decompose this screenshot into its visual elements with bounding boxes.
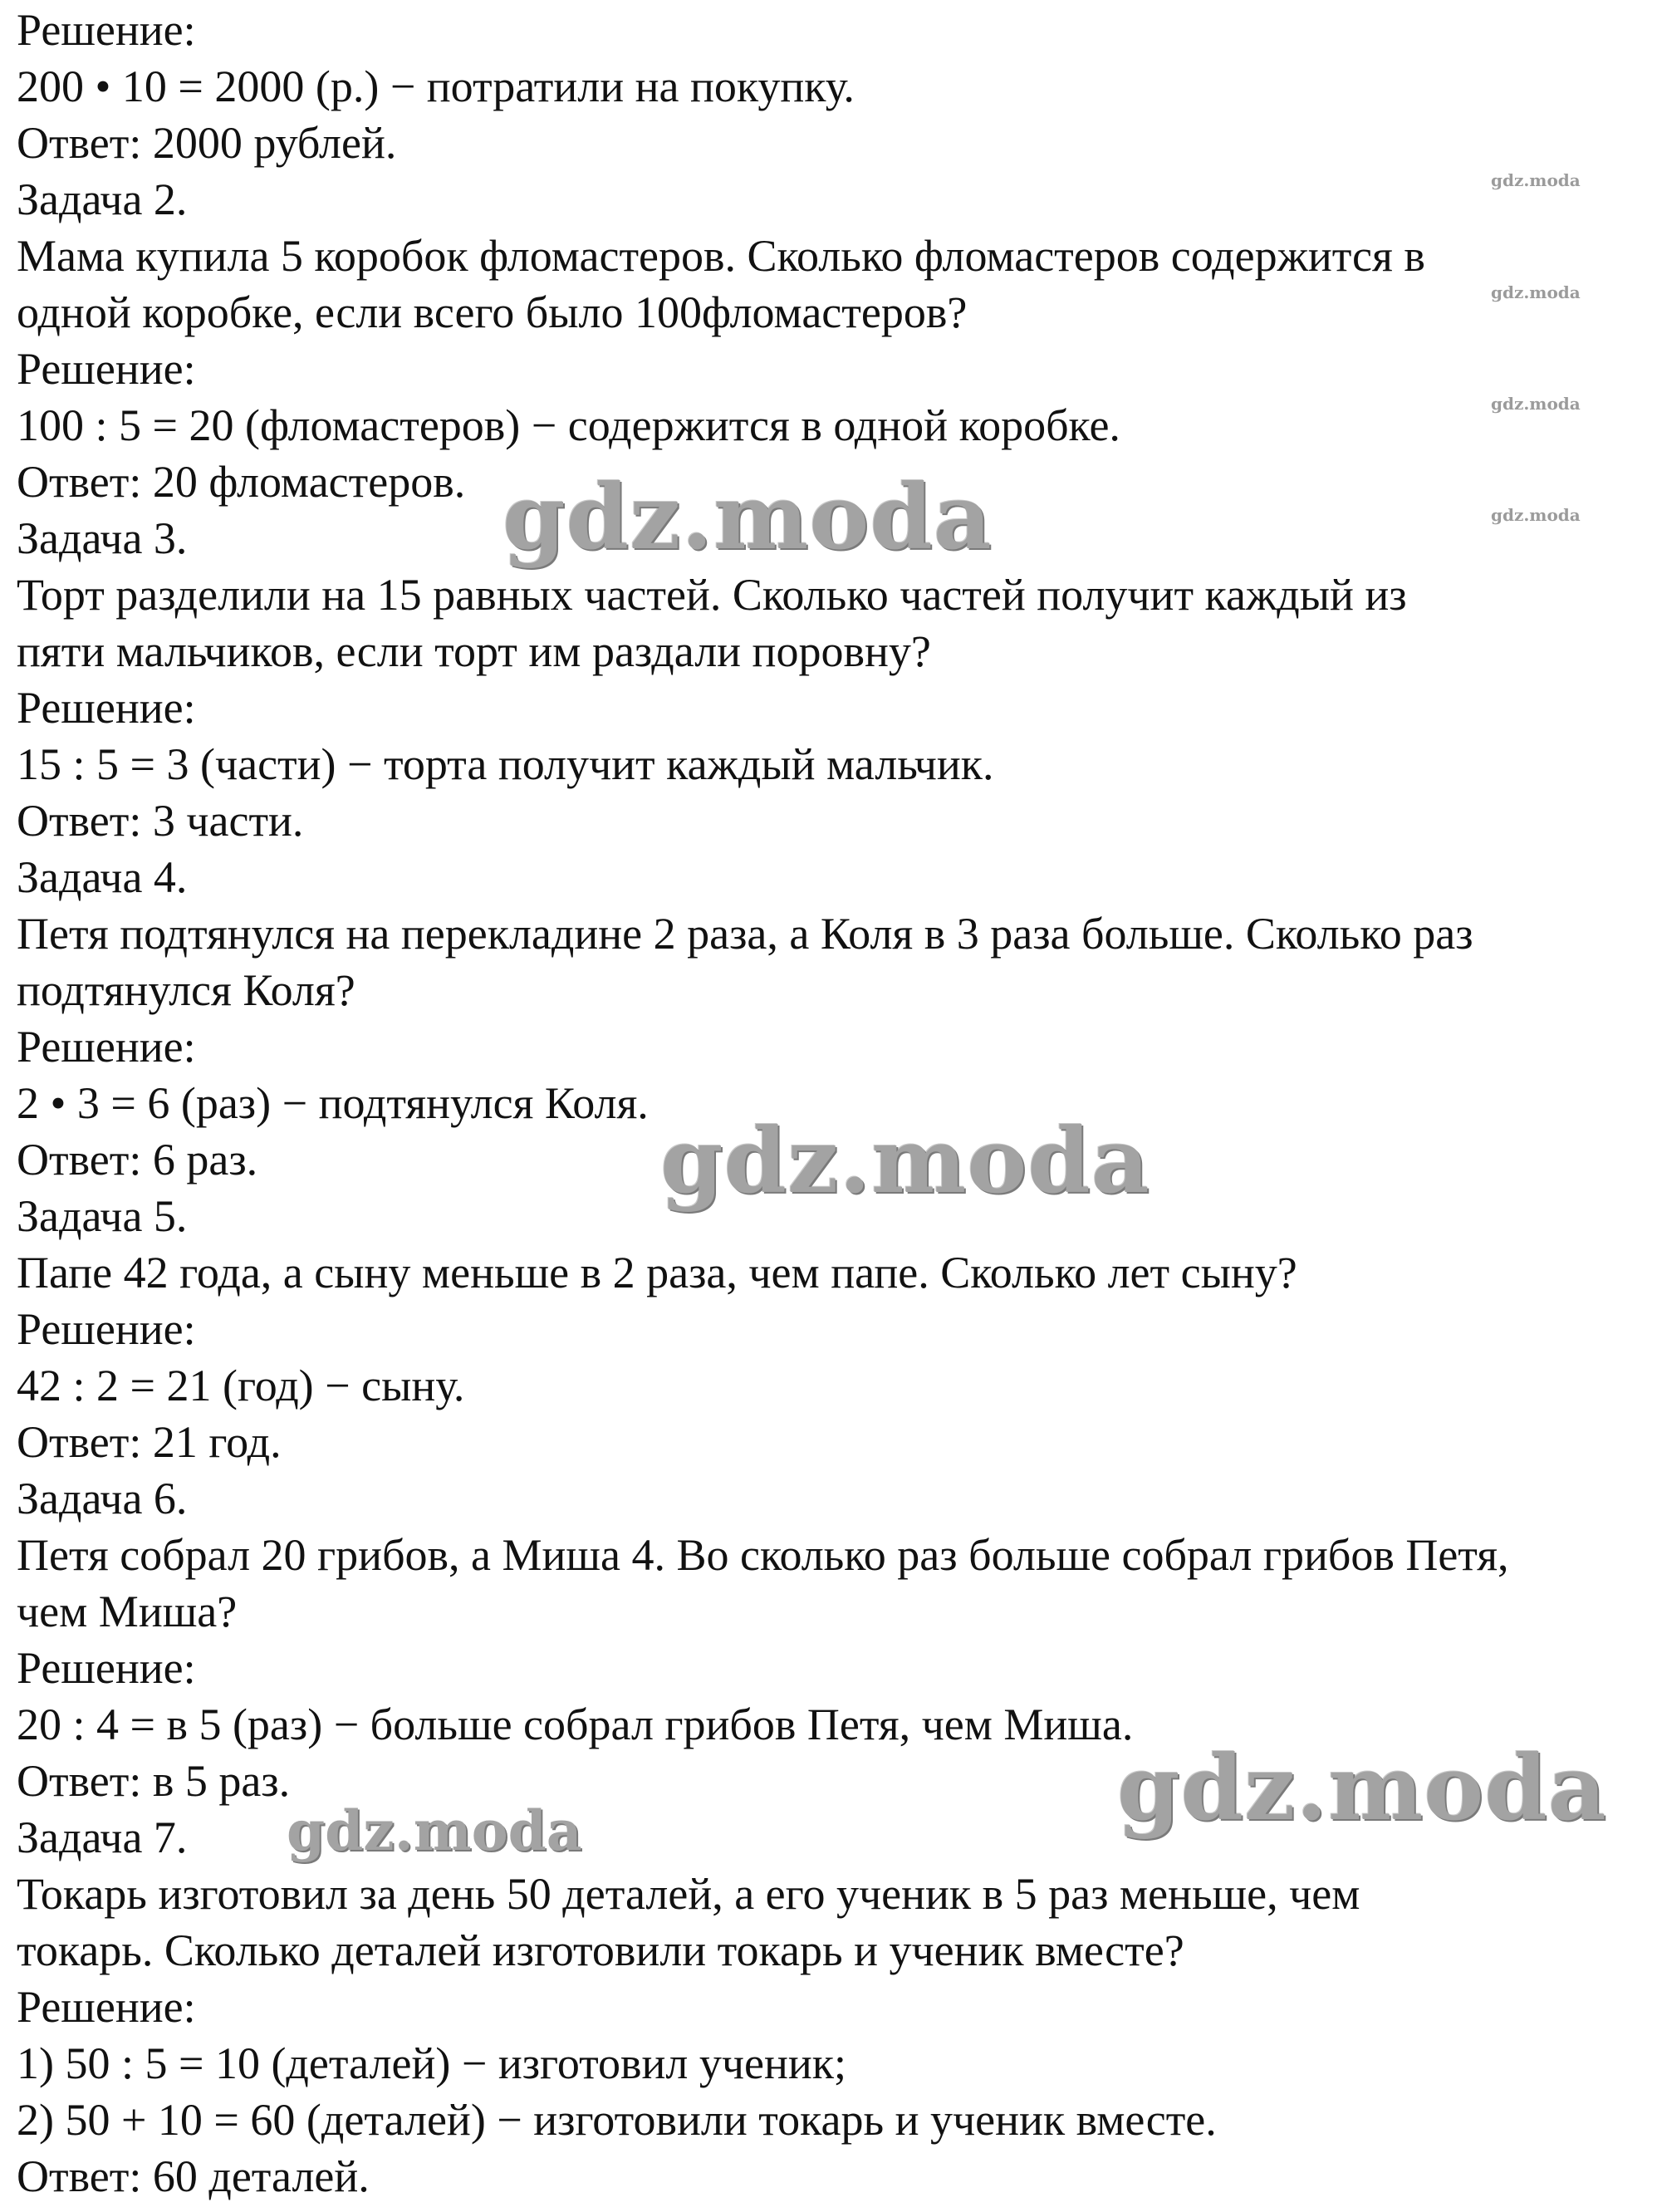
text-line: Папе 42 года, а сыну меньше в 2 раза, чем папе. Сколько лет сыну?: [17, 1248, 1297, 1297]
text-line: Решение:: [17, 1022, 196, 1072]
text-line: Ответ: 21 год.: [17, 1417, 282, 1467]
text-line: Петя собрал 20 грибов, а Миша 4. Во сколько раз больше собрал грибов Петя,: [17, 1530, 1509, 1580]
task-heading: Задача 6.: [17, 1474, 188, 1523]
text-line: токарь. Сколько деталей изготовили токарь и ученик вместе?: [17, 1925, 1184, 1975]
text-line: 100 : 5 = 20 (фломастеров) − содержится в одной коробке.: [17, 400, 1120, 450]
document-body: [17, 2, 1645, 2205]
watermark-small: gdz.moda: [1491, 394, 1581, 414]
text-line: Решение:: [17, 5, 196, 55]
text-line: Ответ: 60 деталей.: [17, 2151, 370, 2201]
text-line: Ответ: 6 раз.: [17, 1135, 258, 1184]
text-line: 200 • 10 = 2000 (р.) − потратили на покупку.: [17, 61, 855, 111]
text-line: Мама купила 5 коробок фломастеров. Сколько фломастеров содержится в: [17, 231, 1425, 281]
text-line: Ответ: 2000 рублей.: [17, 118, 397, 168]
task-heading: Задача 5.: [17, 1191, 188, 1241]
text-line: 2 • 3 = 6 (раз) − подтянулся Коля.: [17, 1078, 649, 1128]
text-line: Решение:: [17, 1643, 196, 1693]
watermark-large: gdz.moda: [1117, 1736, 1607, 1841]
text-line: Токарь изготовил за день 50 деталей, а его ученик в 5 раз меньше, чем: [17, 1869, 1360, 1919]
text-line: Ответ: 20 фломастеров.: [17, 457, 466, 507]
text-line: Ответ: 3 части.: [17, 796, 304, 846]
text-line: Решение:: [17, 1304, 196, 1354]
text-line: Торт разделили на 15 равных частей. Сколько частей получит каждый из: [17, 570, 1407, 620]
text-line: Решение:: [17, 344, 196, 394]
text-line: одной коробке, если всего было 100фломастеров?: [17, 287, 968, 337]
text-line: 2) 50 + 10 = 60 (деталей) − изготовили токарь и ученик вместе.: [17, 2095, 1217, 2145]
text-line: чем Миша?: [17, 1587, 238, 1636]
text-line: 15 : 5 = 3 (части) − торта получит каждый мальчик.: [17, 739, 994, 789]
watermark-small: gdz.moda: [1491, 282, 1581, 302]
watermark-medium: gdz.moda: [287, 1798, 582, 1863]
task-heading: Задача 2.: [17, 174, 188, 224]
task-heading: Задача 3.: [17, 513, 188, 563]
task-heading: Задача 4.: [17, 852, 188, 902]
text-line: Решение:: [17, 683, 196, 733]
text-line: пяти мальчиков, если торт им раздали поровну?: [17, 626, 931, 676]
text-line: Петя подтянулся на перекладине 2 раза, а Коля в 3 раза больше. Сколько раз: [17, 909, 1473, 959]
text-line: 20 : 4 = в 5 (раз) − больше собрал грибов Петя, чем Миша.: [17, 1699, 1134, 1749]
watermark-small: gdz.moda: [1491, 170, 1581, 190]
text-line: 1) 50 : 5 = 10 (деталей) − изготовил ученик;: [17, 2038, 847, 2088]
text-line: Ответ: в 5 раз.: [17, 1756, 291, 1806]
text-line: Решение:: [17, 1982, 196, 2032]
text-line: 42 : 2 = 21 (год) − сыну.: [17, 1361, 465, 1410]
text-line: подтянулся Коля?: [17, 965, 355, 1015]
task-heading: Задача 7.: [17, 1812, 188, 1862]
watermark-large: gdz.moda: [660, 1109, 1150, 1214]
watermark-large: gdz.moda: [502, 465, 993, 570]
watermark-small: gdz.moda: [1491, 505, 1581, 525]
